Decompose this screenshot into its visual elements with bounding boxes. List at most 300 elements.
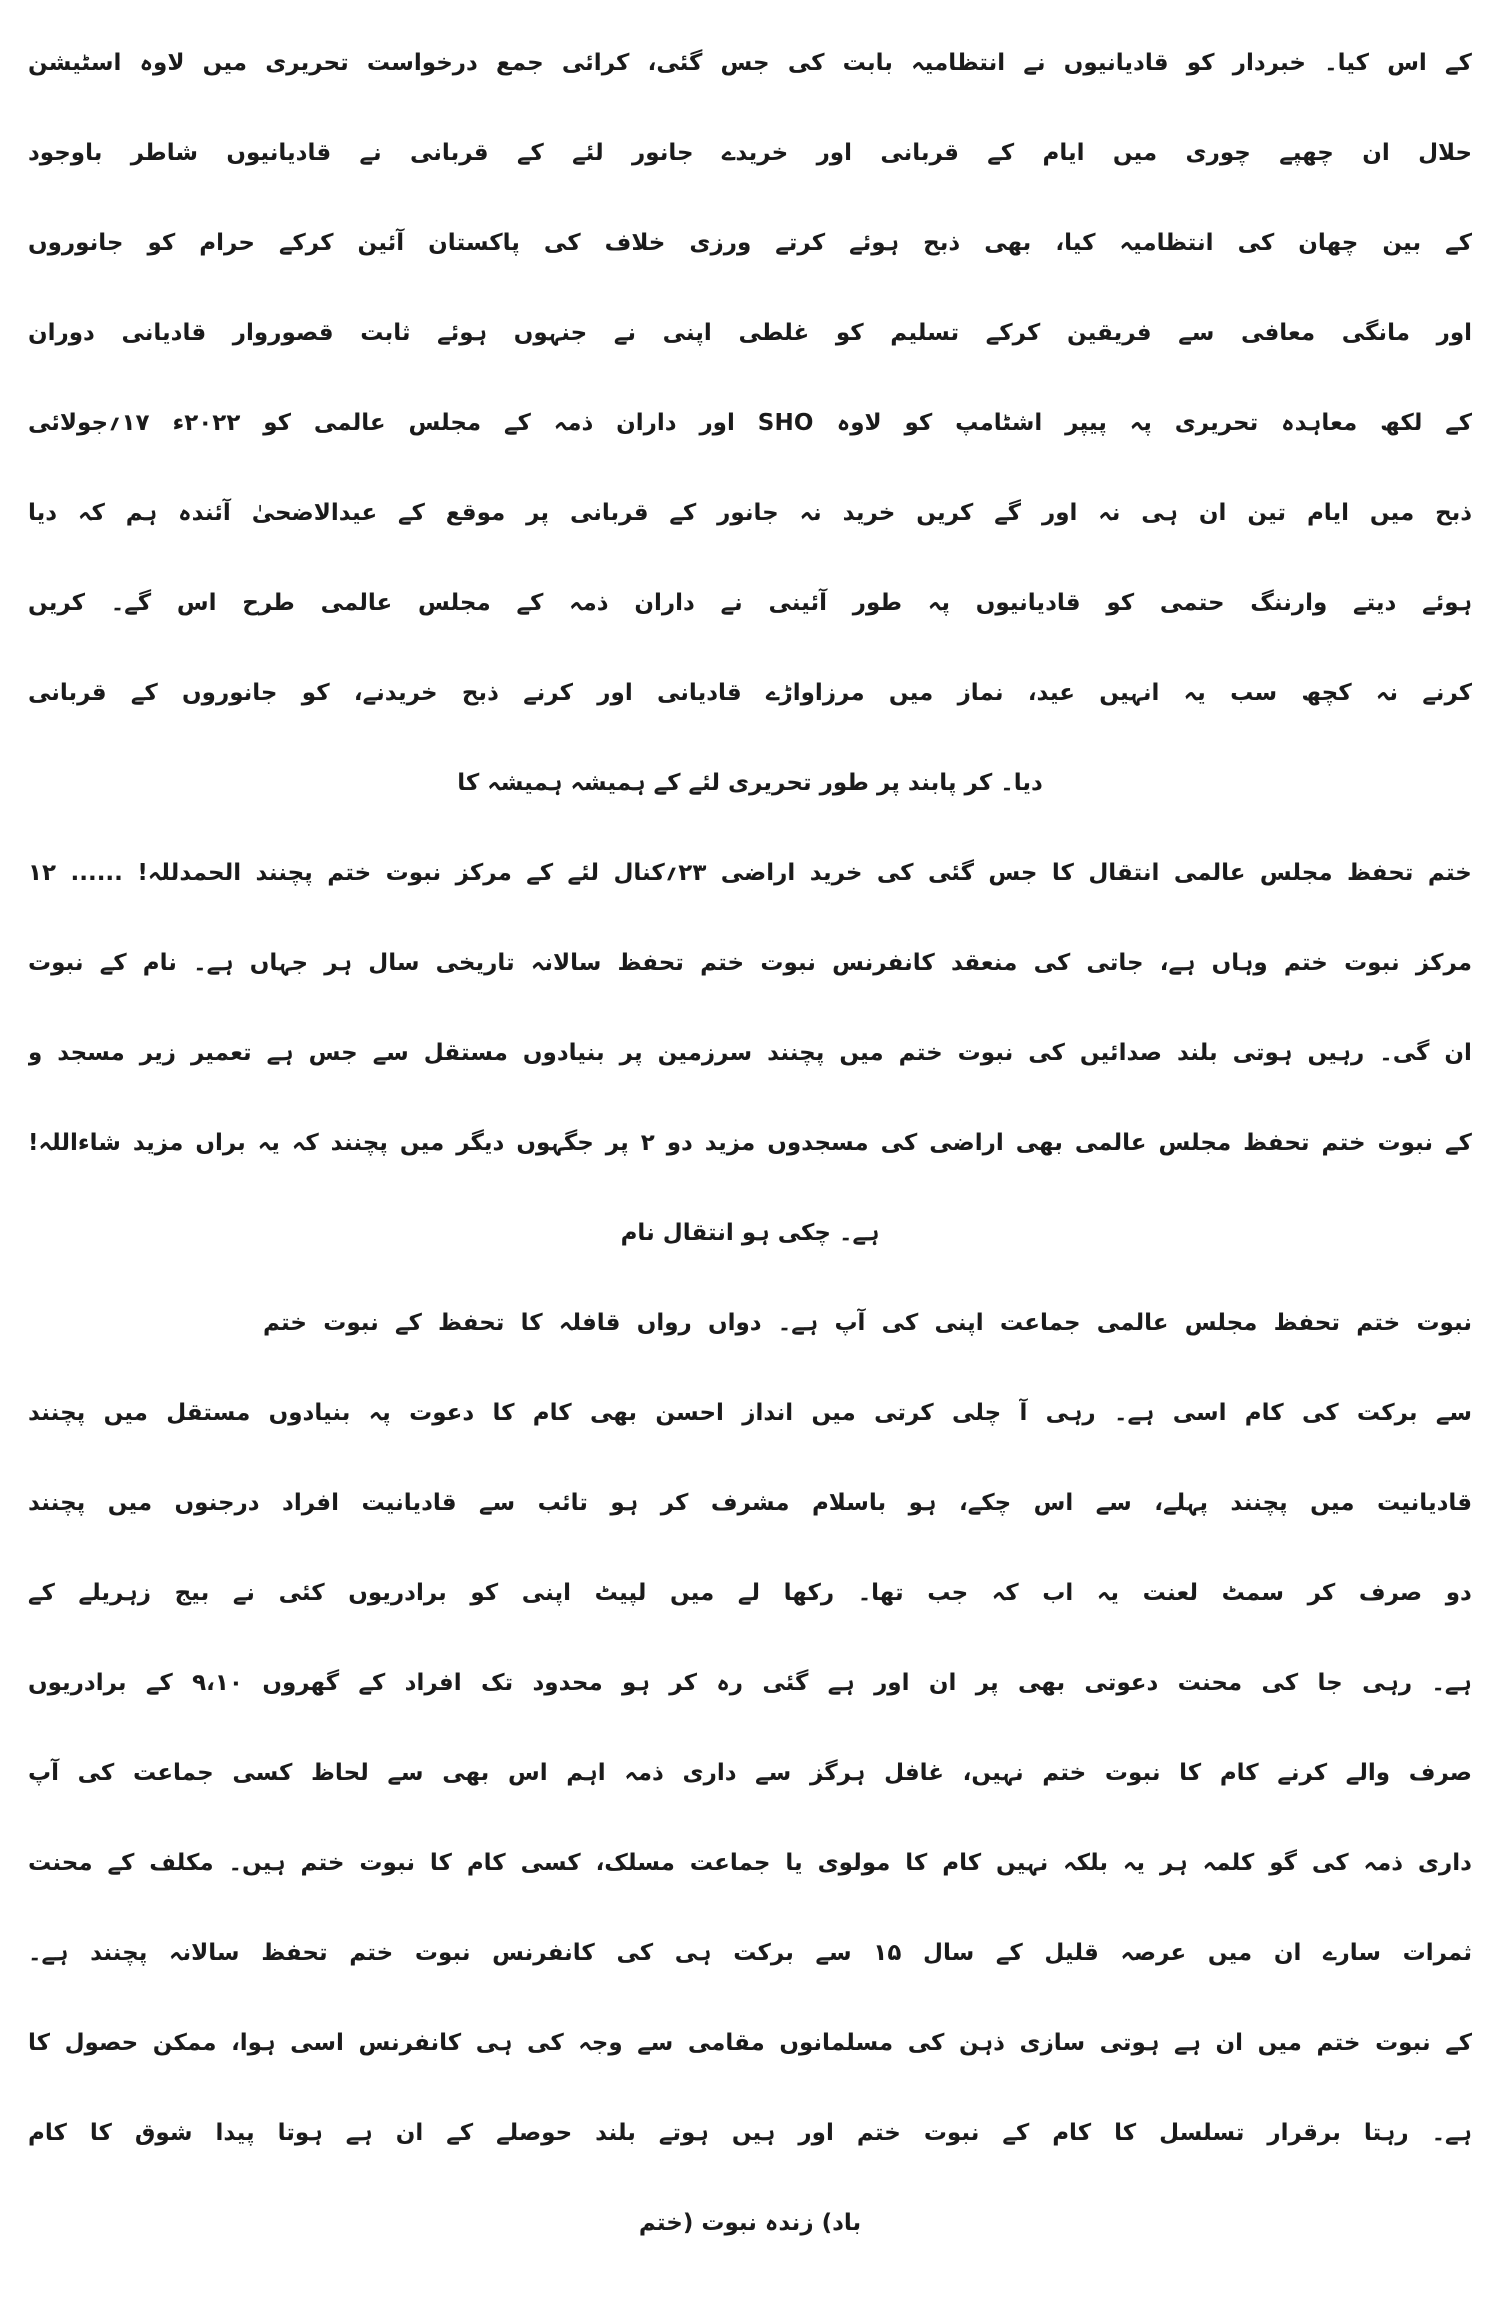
word-token: کو — [263, 410, 292, 436]
word-token: کا — [28, 2030, 51, 2056]
word-token: وہاں — [1211, 950, 1268, 976]
word-token: ذمہ — [1363, 1850, 1404, 1876]
word-token: باوجود — [28, 140, 103, 166]
word-token: کیا۔ — [1324, 50, 1369, 76]
word-token: سرزمین — [657, 1040, 753, 1066]
word-token: شوق — [134, 2120, 193, 2146]
word-token: کی — [880, 1130, 918, 1156]
word-token: ان — [1362, 140, 1390, 166]
word-token: عالمی — [1074, 1130, 1147, 1156]
word-token: اور — [699, 410, 735, 436]
word-token: اسی — [290, 2030, 344, 2056]
text-line-4 — [28, 288, 1472, 378]
word-token: مسجدوں — [767, 1130, 869, 1156]
word-token: کرنے — [1277, 1760, 1328, 1786]
word-token: ہوتی — [1232, 1040, 1293, 1066]
word-token: ہمیشہ — [570, 770, 646, 796]
word-token: ان — [1215, 2030, 1244, 2056]
word-token: کے — [130, 680, 158, 706]
word-token: سازی — [1019, 2030, 1086, 2056]
word-token: سے — [479, 1490, 516, 1516]
word-token: طور — [852, 590, 903, 616]
word-token: ہے۔ — [1431, 1670, 1472, 1696]
word-token: بلکہ — [1063, 1850, 1108, 1876]
word-token: کے — [394, 1310, 422, 1336]
word-token: پاکستان — [428, 230, 520, 256]
word-token: نہیں، — [962, 1760, 1024, 1786]
word-token: سے — [372, 1040, 409, 1066]
word-token: صدائیں — [1079, 1040, 1162, 1066]
word-token: تسلسل — [1159, 2120, 1245, 2146]
word-token: میں — [1369, 500, 1415, 526]
text-line-9 — [28, 738, 1472, 828]
word-token: اس — [1387, 50, 1427, 76]
word-token: کئی — [278, 1580, 325, 1606]
word-token: بین — [1382, 230, 1422, 256]
word-token: میں — [107, 1490, 153, 1516]
word-token: زیر — [139, 1040, 176, 1066]
word-token: مسجد — [57, 1040, 125, 1066]
word-token: اس — [1033, 1490, 1074, 1516]
word-token: کے — [99, 950, 127, 976]
word-token: نبوت — [701, 2210, 757, 2236]
word-token: زہریلے — [78, 1580, 151, 1606]
word-token: اس — [176, 590, 217, 616]
text-line-5 — [28, 378, 1472, 468]
word-token: ثابت — [360, 320, 411, 346]
word-token: یہ — [1122, 1850, 1146, 1876]
word-token: عالمی — [320, 590, 393, 616]
word-token: انتقال — [1088, 860, 1160, 886]
word-token: ہو — [741, 1220, 770, 1246]
word-token: قربانی — [569, 500, 649, 526]
word-token: اشٹامپ — [955, 410, 1043, 436]
text-line-11 — [28, 918, 1472, 1008]
word-token: کہ — [991, 1580, 1019, 1606]
word-token: سالانہ — [169, 1940, 240, 1966]
word-token: خریدے — [721, 140, 789, 166]
word-token: مشرف — [710, 1490, 790, 1516]
word-token: میں — [1257, 2030, 1302, 2056]
word-token: ہرگز — [809, 1760, 866, 1786]
word-token: میں — [811, 1400, 856, 1426]
word-token: طور — [819, 770, 869, 796]
word-token: انتظامیہ — [1119, 230, 1214, 256]
word-token: کر — [660, 1490, 689, 1516]
word-token: مجلس — [1184, 1310, 1258, 1336]
word-token: قافلہ — [558, 1310, 621, 1336]
word-token: کے — [1445, 410, 1472, 436]
word-token: کو — [1186, 50, 1215, 76]
word-token: کچھ — [1301, 680, 1352, 706]
word-token: ہے — [345, 2120, 373, 2146]
word-token: مستقل — [423, 1040, 508, 1066]
word-token: باسلام — [811, 1490, 887, 1516]
word-token: کی — [1261, 1670, 1299, 1696]
word-token: کو — [904, 410, 933, 436]
word-token: کی — [881, 1310, 919, 1336]
word-token: لعنت — [1142, 1580, 1198, 1606]
word-token: مولوی — [817, 1850, 891, 1876]
word-token: و — [28, 1040, 43, 1066]
word-token: کر — [1307, 1580, 1336, 1606]
text-line-10 — [28, 828, 1472, 918]
text-line-23 — [28, 1998, 1472, 2088]
word-token: سال — [368, 950, 420, 976]
word-token: کام — [1244, 1400, 1284, 1426]
word-token: آئندہ — [178, 500, 231, 526]
word-token: ہو — [610, 1490, 639, 1516]
word-token: کے — [1445, 230, 1472, 256]
word-token: ۲۰۲۲ء — [172, 410, 241, 436]
word-token: کے — [669, 500, 697, 526]
word-token: نماز — [957, 680, 1004, 706]
word-token: کو — [1106, 590, 1135, 616]
text-line-7 — [28, 558, 1472, 648]
word-token: گی۔ — [1379, 1040, 1430, 1066]
word-token: قربانی — [410, 140, 489, 166]
word-token: ختم — [1321, 1130, 1366, 1156]
word-token: قربانی — [28, 680, 107, 706]
word-token: کہ — [77, 500, 105, 526]
text-line-19 — [28, 1638, 1472, 1728]
word-token: پر — [526, 500, 550, 526]
word-token: کر — [669, 1670, 697, 1696]
word-token: ہمیشہ — [487, 770, 563, 796]
word-token: تحفظ — [1273, 1310, 1341, 1336]
word-token: کام — [1219, 1760, 1259, 1786]
word-token: کے — [1445, 1130, 1472, 1156]
word-token: پچنند — [28, 1400, 86, 1426]
word-token: کے — [145, 1670, 173, 1696]
word-token: کسی — [520, 1850, 581, 1876]
word-token: کی — [616, 1940, 654, 1966]
word-token: نبوت — [1344, 950, 1400, 976]
word-token: کی — [1033, 950, 1071, 976]
word-token: میں — [202, 50, 247, 76]
word-token: دیا۔ — [1000, 770, 1043, 796]
word-token: ہوتا — [277, 2120, 323, 2146]
word-token: سے — [815, 1940, 852, 1966]
word-token: نے — [1023, 50, 1046, 76]
word-token: براں — [195, 1130, 246, 1156]
word-token: ختم — [856, 2120, 901, 2146]
word-token: کا — [905, 1850, 928, 1876]
word-token: انتظامیہ — [911, 50, 1006, 76]
text-line-13 — [28, 1098, 1472, 1188]
word-token: نبوت — [1104, 1760, 1161, 1786]
word-token: بیج — [174, 1580, 210, 1606]
word-token: ختم — [1042, 1760, 1087, 1786]
word-token: ختم — [1356, 1310, 1401, 1336]
word-token: داران — [616, 410, 677, 436]
word-token: کہ — [291, 1130, 319, 1156]
footer-slogan — [28, 2178, 1472, 2268]
word-token: کی — [527, 2030, 564, 2056]
word-token: مزید — [704, 1130, 756, 1156]
word-token: درجنوں — [174, 1490, 260, 1516]
word-token: رہیں — [1307, 1040, 1365, 1066]
word-token: ہوئے — [437, 320, 488, 346]
word-token: دیا — [28, 500, 58, 526]
word-token: رکھا — [783, 1580, 835, 1606]
word-token: ہی — [674, 1940, 712, 1966]
word-token: ہو — [622, 1670, 650, 1696]
word-token: تین — [1247, 500, 1287, 526]
word-token: ہے — [827, 1670, 855, 1696]
word-token: ہوتے — [658, 2120, 709, 2146]
word-token: قصوروار — [232, 320, 334, 346]
word-token: دو — [1445, 1580, 1472, 1606]
word-token: گھروں — [262, 1670, 340, 1696]
word-token: پر — [975, 1670, 999, 1696]
word-token: کی — [1311, 1850, 1349, 1876]
word-token: ممکن — [152, 2030, 217, 2056]
word-token: ہے۔ — [777, 1310, 819, 1336]
word-token: چوری — [1185, 140, 1251, 166]
word-token: ہوتی — [1099, 2030, 1160, 2056]
word-token: کانفرنس — [492, 1940, 595, 1966]
word-token: نام — [620, 1220, 655, 1246]
word-token: یہ — [1096, 1580, 1119, 1606]
word-token: خرید — [809, 860, 863, 886]
word-token: نبوت — [760, 950, 816, 976]
word-token: ذمہ — [569, 590, 609, 616]
word-token: جانور — [717, 500, 779, 526]
word-token: ورزی — [689, 230, 752, 256]
word-token: قادیانیت — [361, 1490, 457, 1516]
word-token: خرید — [842, 500, 896, 526]
word-token: کا — [457, 770, 480, 796]
word-token: سال — [923, 1940, 975, 1966]
word-token: پہ — [927, 590, 950, 616]
word-token: کرتے — [775, 230, 826, 256]
word-token: قادیانیوں — [1063, 50, 1169, 76]
word-token: سمٹ — [1221, 1580, 1284, 1606]
word-token: تحریری — [1174, 410, 1259, 436]
word-token: نبوت — [28, 950, 84, 976]
word-token: ہے۔ — [28, 1940, 69, 1966]
word-token: پچنند — [90, 1940, 148, 1966]
word-token: نبوت — [1375, 2030, 1431, 2056]
word-token: کریں — [28, 590, 86, 616]
word-token: نبوت — [385, 860, 442, 886]
word-token: مجلس — [1158, 1130, 1232, 1156]
word-token: کام — [532, 1400, 572, 1426]
word-token: بنیادوں — [268, 1400, 351, 1426]
word-token: آپ — [834, 1310, 866, 1336]
word-token: کو — [835, 320, 864, 346]
word-token: جس — [720, 50, 770, 76]
word-token: مرزاواڑے — [766, 680, 865, 706]
word-token: جماعت — [132, 1760, 214, 1786]
word-token: ختم — [1427, 860, 1472, 886]
word-token: لئے — [567, 860, 600, 886]
word-token: ۱۷؍جولائی — [28, 410, 150, 436]
word-token: مقامی — [687, 2030, 765, 2056]
word-token: آئینی — [768, 590, 828, 616]
word-token: نہ — [799, 500, 822, 526]
text-line-12 — [28, 1008, 1472, 1098]
word-token: داری — [1417, 1850, 1472, 1876]
word-token: ان — [395, 2120, 424, 2146]
word-token: کے — [107, 1850, 135, 1876]
word-token: دوران — [28, 320, 95, 346]
word-token: چلی — [951, 1400, 1002, 1426]
word-token: برکت — [733, 1940, 794, 1966]
word-token: گے۔ — [110, 590, 152, 616]
word-token: گئی — [927, 860, 975, 886]
word-token: افراد — [282, 1490, 339, 1516]
word-token: اور — [874, 1670, 910, 1696]
word-token: کرکے — [985, 320, 1041, 346]
word-token: کی — [1028, 1040, 1065, 1066]
word-token: برقرار — [1267, 2120, 1341, 2146]
word-token: ان — [1198, 500, 1227, 526]
word-token: موقع — [445, 500, 506, 526]
word-token: کرنے — [1422, 680, 1472, 706]
word-token: ہیں — [731, 2120, 776, 2146]
word-token: پر — [605, 1130, 629, 1156]
word-token: قادیانیت — [1376, 1490, 1472, 1516]
word-token: جس — [988, 860, 1038, 886]
word-token: برادریوں — [28, 1670, 127, 1696]
word-token: کا — [1114, 2120, 1137, 2146]
word-token: کی — [543, 230, 581, 256]
word-token: جانوروں — [28, 230, 124, 256]
word-token: لکھ — [1380, 410, 1423, 436]
word-token: معاہدہ — [1281, 410, 1358, 436]
word-token: کی — [1237, 230, 1275, 256]
word-token: کی — [787, 50, 825, 76]
word-token: ختم — [263, 1310, 308, 1336]
word-token: مجلس — [1259, 860, 1333, 886]
word-token: کے — [995, 1940, 1023, 1966]
word-token: معافی — [1240, 320, 1316, 346]
word-token: سے — [387, 1760, 424, 1786]
word-token: جماعت — [689, 1850, 771, 1876]
word-token: والے — [1345, 1760, 1391, 1786]
word-token: جہاں — [249, 950, 309, 976]
word-token: کام — [28, 2120, 67, 2146]
word-token: ہی — [1141, 500, 1179, 526]
word-token: اراضی — [720, 860, 796, 886]
word-token: نہ — [1375, 680, 1399, 706]
word-token: برادریوں — [348, 1580, 447, 1606]
word-token: کا — [1051, 860, 1074, 886]
text-line-18 — [28, 1548, 1472, 1638]
word-token: ان — [928, 1670, 957, 1696]
word-token: پر — [876, 770, 900, 796]
text-line-3 — [28, 198, 1472, 288]
word-token: ۱۲ — [28, 860, 57, 886]
word-token: ان — [1444, 1040, 1472, 1066]
text-line-24 — [28, 2088, 1472, 2178]
word-token: تحریری — [265, 50, 349, 76]
word-token: نبوت — [414, 1940, 471, 1966]
word-token: عرصہ — [1120, 1940, 1187, 1966]
word-token: پچنند — [767, 1040, 825, 1066]
word-token: ہو — [908, 1490, 937, 1516]
word-token: ختم — [1316, 2030, 1361, 2056]
word-token: ذمہ — [553, 410, 594, 436]
word-token: محدود — [532, 1670, 603, 1696]
word-token: لاوہ — [139, 50, 185, 76]
word-token: داران — [634, 590, 695, 616]
word-token: قادیانی — [657, 680, 742, 706]
word-token: ذبح — [1435, 500, 1472, 526]
word-token: جس — [308, 1040, 358, 1066]
word-token: تحفظ — [261, 1940, 328, 1966]
word-token: کے — [653, 770, 681, 796]
word-token: مسلمانوں — [779, 2030, 894, 2056]
word-token: سالانہ — [530, 950, 602, 976]
word-token: ان — [1273, 1940, 1302, 1966]
word-token: دعوت — [409, 1400, 475, 1426]
word-token: مکلف — [149, 1850, 214, 1876]
word-token: ہے — [266, 1040, 294, 1066]
word-token: مرکز — [1415, 950, 1472, 976]
word-token: ختم — [700, 950, 745, 976]
word-token: سے — [755, 1760, 792, 1786]
word-token: صرف — [1408, 1760, 1472, 1786]
word-token: احسن — [655, 1400, 724, 1426]
word-token: اور — [816, 140, 852, 166]
word-token: تحفظ — [1243, 1130, 1310, 1156]
word-token: نبوت — [1416, 1310, 1472, 1336]
word-token: درخواست — [366, 50, 478, 76]
word-token: ۲۳؍کنال — [613, 860, 707, 886]
word-token: نبوت — [359, 1850, 415, 1876]
word-token: پہلے، — [1154, 1490, 1208, 1516]
word-token: ۹،۱۰ — [192, 1670, 243, 1696]
word-token: جا — [1317, 1670, 1343, 1696]
word-token: دو — [666, 1130, 693, 1156]
word-token: سارے — [1322, 1940, 1381, 1966]
word-token: کے — [398, 500, 425, 526]
word-token: کسی — [232, 1760, 293, 1786]
word-token: کیا، — [1055, 230, 1096, 256]
word-token: کے — [504, 410, 531, 436]
word-token: بھی — [1015, 1130, 1063, 1156]
word-token: عیدالاضحیٰ — [251, 500, 378, 526]
word-token: دعوتی — [1084, 1670, 1159, 1696]
word-token: مجلس — [418, 590, 491, 616]
word-token: کے — [526, 860, 554, 886]
word-token: افراد — [404, 1670, 462, 1696]
word-token: جانوروں — [182, 680, 278, 706]
word-token: سے — [1178, 320, 1215, 346]
word-token: کی — [1301, 1400, 1339, 1426]
word-token: سب — [1230, 680, 1278, 706]
word-token: کریں — [916, 500, 974, 526]
word-token: خریدنے، — [353, 680, 438, 706]
word-token: چھپے — [1279, 140, 1334, 166]
word-token: ذمہ — [624, 1760, 664, 1786]
word-token: قربانی — [880, 140, 959, 166]
word-token: کو — [470, 1580, 499, 1606]
word-token: بنیادوں — [522, 1040, 605, 1066]
word-token: بھی — [589, 1400, 638, 1426]
word-token: دیتے — [1353, 590, 1397, 616]
word-token: بھی — [984, 230, 1032, 256]
word-token: ختم — [300, 1850, 345, 1876]
word-token: اسٹیشن — [28, 50, 122, 76]
word-token: کا — [520, 1310, 543, 1336]
word-token: گو — [1269, 1850, 1298, 1876]
word-token: شاطر — [130, 140, 198, 166]
word-token: چکے، — [958, 1490, 1012, 1516]
